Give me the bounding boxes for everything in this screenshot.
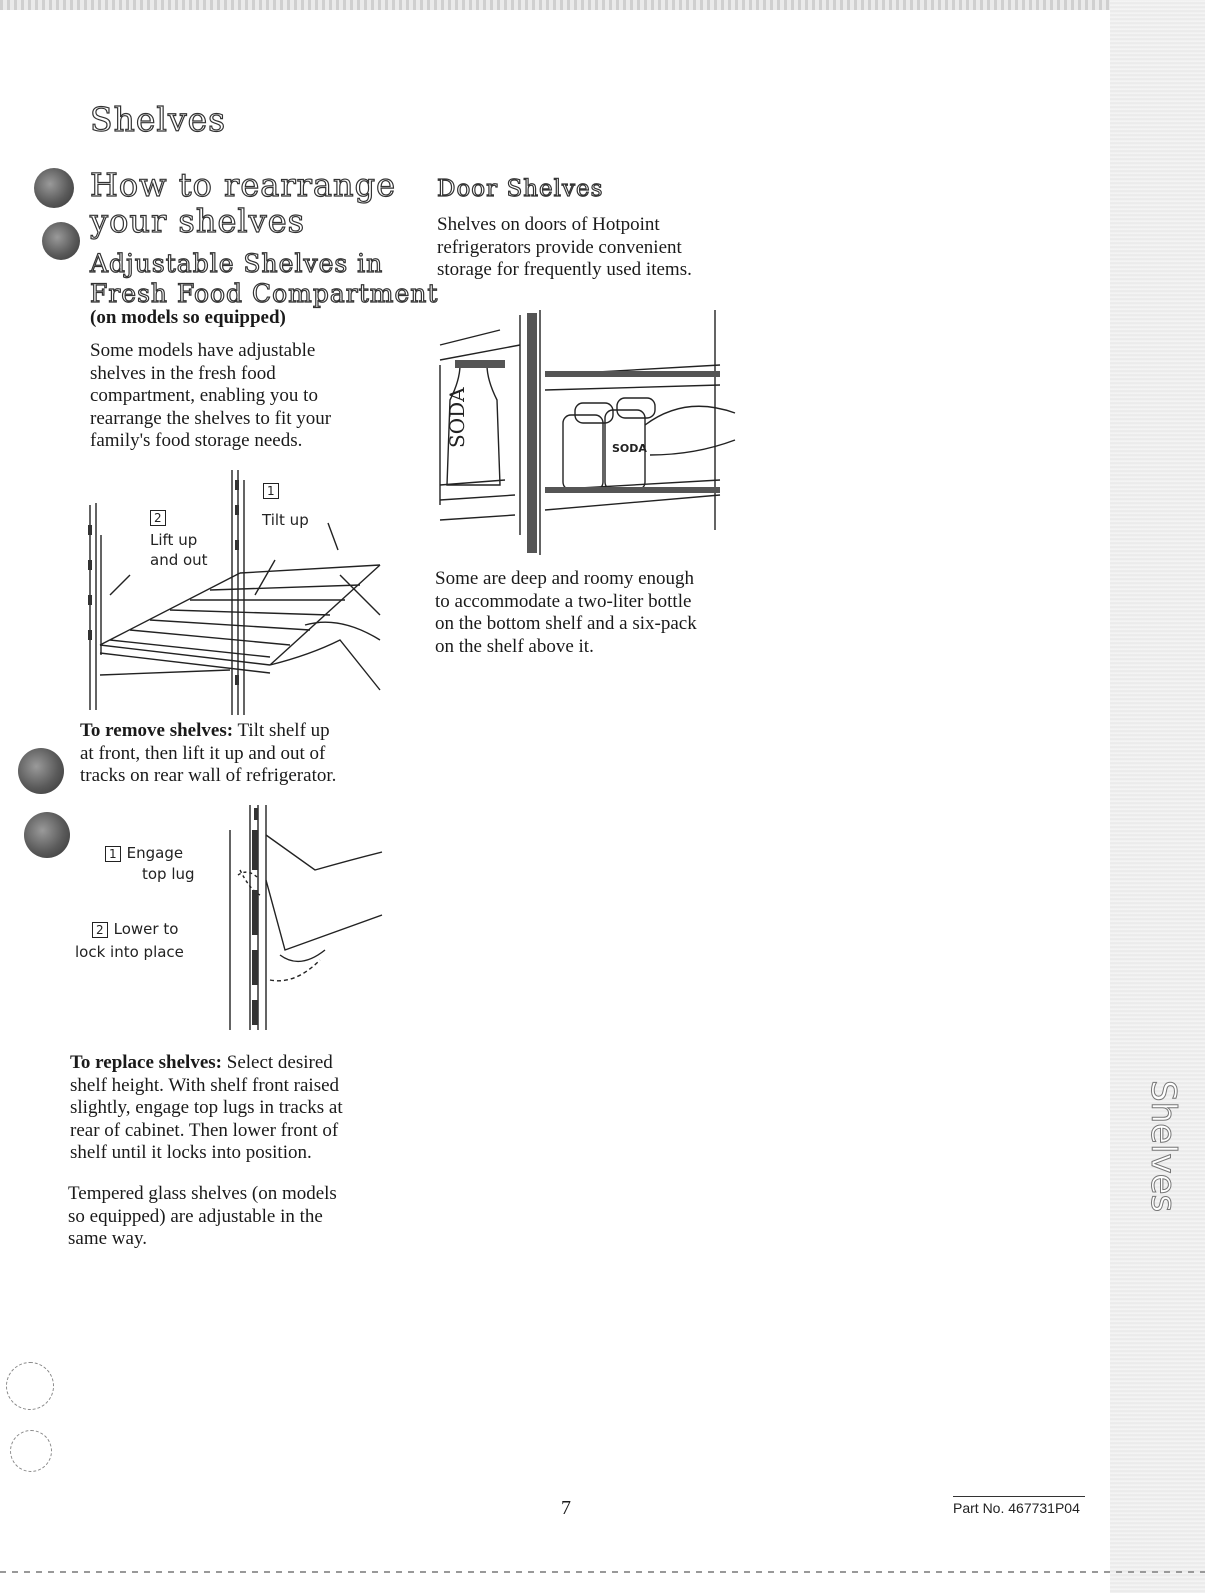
replace-step2-text1: Lower to: [113, 920, 179, 938]
door-caption-line: Some are deep and roomy enough: [435, 568, 695, 589]
side-tab-label: Shelves: [1143, 1080, 1183, 1213]
remove-line: tracks on rear wall of refrigerator.: [80, 765, 337, 786]
door-shelves-intro: [437, 214, 757, 282]
replace-step1-number: 1: [105, 846, 121, 862]
left-heading-line2: your shelves: [90, 202, 306, 240]
remove-line1-rest: Tilt shelf up: [233, 720, 330, 741]
left-intro-line: family's food storage needs.: [90, 430, 303, 451]
door-shelves-heading: Door Shelves: [437, 176, 604, 202]
can-label: SODA: [612, 442, 647, 455]
section-title: Shelves: [90, 100, 227, 139]
replace-line: slightly, engage top lugs in tracks at: [70, 1097, 343, 1118]
replace-line: shelf until it locks into position.: [70, 1142, 312, 1163]
glass-shelves-note: [68, 1183, 408, 1251]
door-caption-line: on the shelf above it.: [435, 635, 594, 657]
door-shelf-illustration: [435, 305, 740, 555]
remove-step2-text-line1: Lift up: [150, 531, 198, 549]
binder-hole-2: [42, 222, 80, 260]
replace-line: [70, 1052, 410, 1075]
glass-line: so equipped) are adjustable in the: [68, 1205, 323, 1227]
replace-line: shelf height. With shelf front raised: [70, 1074, 340, 1096]
replace-line1-rest: Select desired: [222, 1052, 333, 1073]
remove-step1-text: Tilt up: [262, 511, 309, 529]
left-intro-line: shelves in the fresh food: [90, 362, 276, 384]
glass-line: same way.: [68, 1228, 147, 1249]
remove-lead: To remove shelves:: [80, 720, 234, 741]
replace-step2-line2: lock into place: [75, 943, 184, 961]
replace-line: rear of cabinet. Then lower front of: [70, 1119, 339, 1141]
part-number-rule: [953, 1496, 1085, 1497]
remove-step2-number: 2: [150, 510, 166, 526]
punch-circle-1: [6, 1362, 54, 1410]
left-intro-line: compartment, enabling you to: [90, 385, 318, 406]
left-intro-line: rearrange the shelves to fit your: [90, 407, 332, 429]
replace-step1-line2: top lug: [142, 865, 195, 883]
replace-step2-number: 2: [92, 922, 108, 938]
remove-step1-number: 1: [263, 483, 279, 499]
remove-step1-label: [263, 481, 285, 499]
remove-step2-text-line2: and out: [150, 551, 208, 569]
scan-edge-right: [1110, 0, 1205, 1593]
replace-shelf-illustration: [210, 800, 390, 1035]
left-subheading-line1: Adjustable Shelves in: [90, 249, 384, 278]
remove-line: at front, then lift it up and out of: [80, 742, 326, 764]
remove-shelf-illustration: [80, 465, 400, 720]
replace-instructions: [70, 1052, 410, 1165]
part-number: Part No. 467731P04: [953, 1500, 1080, 1516]
door-intro-line: Shelves on doors of Hotpoint: [437, 214, 660, 235]
binder-hole-3: [18, 748, 64, 794]
scan-edge-top: [0, 0, 1205, 10]
door-shelves-caption: [435, 568, 755, 658]
replace-step1-line1: [105, 844, 183, 862]
left-subheading-line2: Fresh Food Compartment: [90, 279, 439, 308]
punch-circle-2: [10, 1430, 52, 1472]
scan-edge-bottom: [0, 1571, 1205, 1573]
binder-hole-4: [24, 812, 70, 858]
left-intro: [90, 340, 410, 453]
page-number: 7: [561, 1497, 571, 1519]
replace-lead: To replace shelves:: [70, 1052, 222, 1073]
left-intro-line: Some models have adjustable: [90, 340, 316, 361]
bottle-label: SODA: [445, 387, 469, 448]
binder-hole-1: [34, 168, 74, 208]
remove-step2-label: [150, 508, 172, 526]
door-caption-line: on the bottom shelf and a six-pack: [435, 613, 697, 634]
left-qualifier: (on models so equipped): [90, 307, 286, 328]
remove-instructions: [80, 720, 410, 788]
left-heading-line1: How to rearrange: [90, 166, 397, 204]
replace-step2-line1: [92, 920, 178, 938]
glass-line: Tempered glass shelves (on models: [68, 1183, 337, 1204]
door-intro-line: storage for frequently used items.: [437, 259, 692, 280]
door-intro-line: refrigerators provide convenient: [437, 236, 682, 258]
replace-step1-text1: Engage: [126, 844, 184, 862]
remove-line: [80, 720, 410, 743]
door-caption-line: to accommodate a two-liter bottle: [435, 590, 692, 612]
